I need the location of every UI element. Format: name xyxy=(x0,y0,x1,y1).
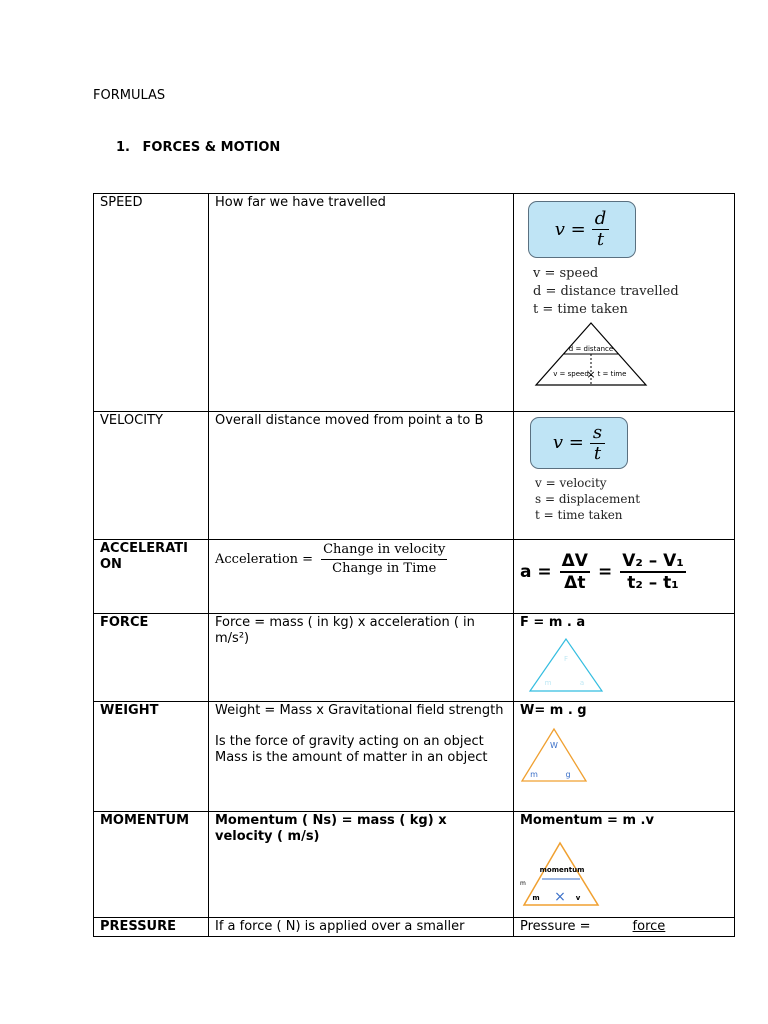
formula-cell-momentum xyxy=(514,812,735,918)
velocity-formula-numerator: s xyxy=(590,423,605,444)
velocity-formula-box xyxy=(530,417,628,469)
table-row-velocity xyxy=(94,412,735,540)
term-cell-force: FORCE xyxy=(94,614,209,702)
acceleration-symbol-lhs: a = xyxy=(520,562,552,582)
description-cell-velocity: Overall distance moved from point a to B xyxy=(209,412,514,540)
section-number: 1. xyxy=(116,140,130,155)
speed-legend-line: t = time taken xyxy=(533,302,628,317)
section-title: FORCES & MOTION xyxy=(142,140,281,155)
weight-description-1: Weight = Mass x Gravitational field strength xyxy=(215,703,504,718)
speed-legend-line: v = speed xyxy=(533,266,599,281)
section-heading xyxy=(116,140,280,155)
speed-triangle-right-label: t = time xyxy=(597,370,627,378)
acceleration-word-denominator: Change in Time xyxy=(332,561,437,576)
acceleration-word-fraction xyxy=(321,541,447,578)
acceleration-symbol-fraction-2 xyxy=(620,551,686,593)
acceleration-word-formula xyxy=(215,541,507,578)
term-cell-momentum: MOMENTUM xyxy=(94,812,209,918)
acceleration-symbol-fraction xyxy=(560,551,590,593)
velocity-legend xyxy=(535,475,728,523)
term-cell-speed: SPEED xyxy=(94,194,209,412)
description-cell-weight xyxy=(209,702,514,812)
speed-formula-denominator: t xyxy=(596,229,605,250)
formulas-table xyxy=(93,193,735,937)
acceleration-symbol-numerator-2: V₂ – V₁ xyxy=(622,551,684,571)
table-row-pressure xyxy=(94,918,735,937)
weight-triangle-top-label: W xyxy=(550,741,558,750)
momentum-triangle-side-mark: m xyxy=(520,880,526,887)
acceleration-symbol-formula xyxy=(520,551,728,593)
weight-description-2: Is the force of gravity acting on an object xyxy=(215,734,484,749)
speed-legend-line: d = distance travelled xyxy=(533,284,679,299)
speed-formula-box xyxy=(528,201,636,258)
weight-triangle-diagram xyxy=(520,725,592,787)
description-cell-momentum: Momentum ( Ns) = mass ( kg) x velocity ( m/s) xyxy=(209,812,514,918)
term-cell-weight: WEIGHT xyxy=(94,702,209,812)
acceleration-word-lhs: Acceleration = xyxy=(215,551,314,567)
formula-cell-force xyxy=(514,614,735,702)
formula-cell-pressure xyxy=(514,918,735,937)
acceleration-symbol-denominator: Δt xyxy=(564,573,586,593)
velocity-legend-line: v = velocity xyxy=(535,476,607,490)
pressure-formula-numerator: force xyxy=(632,919,666,934)
formula-cell-acceleration xyxy=(514,540,735,614)
speed-legend xyxy=(533,265,728,319)
weight-formula: W= m . g xyxy=(520,703,587,718)
velocity-legend-line: t = time taken xyxy=(535,508,623,522)
force-formula: F = m . a xyxy=(520,615,586,630)
acceleration-symbol-denominator-2: t₂ – t₁ xyxy=(627,573,679,593)
velocity-formula-denominator: t xyxy=(593,442,602,464)
force-triangle-right-label: a xyxy=(579,679,585,687)
force-triangle-diagram xyxy=(526,635,606,695)
speed-formula-fraction xyxy=(592,209,610,250)
momentum-triangle-top-label: momentum xyxy=(539,866,585,874)
formula-cell-weight xyxy=(514,702,735,812)
velocity-legend-line: s = displacement xyxy=(535,492,641,506)
term-cell-velocity: VELOCITY xyxy=(94,412,209,540)
weight-triangle-right-label: g xyxy=(565,770,571,779)
description-cell-acceleration xyxy=(209,540,514,614)
speed-triangle-diagram xyxy=(534,321,654,387)
velocity-formula-fraction xyxy=(590,423,605,464)
formula-cell-speed xyxy=(514,194,735,412)
table-row-momentum xyxy=(94,812,735,918)
momentum-formula: Momentum = m .v xyxy=(520,813,654,828)
speed-triangle-top-label: d = distance xyxy=(568,345,614,353)
times-icon: × xyxy=(586,368,596,381)
momentum-triangle-right-label: v xyxy=(575,894,581,902)
weight-triangle-left-label: m xyxy=(530,770,538,779)
term-cell-pressure: PRESSURE xyxy=(94,918,209,937)
acceleration-symbol-numerator: ΔV xyxy=(561,551,588,571)
description-cell-pressure: If a force ( N) is applied over a smaller xyxy=(209,918,514,937)
times-icon: × xyxy=(554,889,566,905)
force-triangle-left-label: m xyxy=(544,679,552,687)
speed-formula-numerator: d xyxy=(592,209,610,230)
speed-triangle-left-label: v = speed xyxy=(553,370,589,378)
table-row-force xyxy=(94,614,735,702)
pressure-formula-lhs: Pressure = xyxy=(520,919,591,934)
momentum-triangle-diagram xyxy=(518,839,604,909)
table-row-speed xyxy=(94,194,735,412)
document-title: FORMULAS xyxy=(93,88,166,103)
description-cell-speed: How far we have travelled xyxy=(209,194,514,412)
formula-cell-velocity xyxy=(514,412,735,540)
momentum-triangle-left-label: m xyxy=(532,894,540,902)
force-triangle-outline xyxy=(530,639,602,691)
weight-description-3: Mass is the amount of matter in an object xyxy=(215,750,488,765)
speed-formula-lhs: v = xyxy=(554,218,586,240)
table-row-weight xyxy=(94,702,735,812)
table-row-acceleration xyxy=(94,540,735,614)
force-triangle-top-label: F xyxy=(563,655,569,663)
velocity-formula-lhs: v = xyxy=(552,432,584,453)
acceleration-word-numerator: Change in velocity xyxy=(321,541,447,560)
acceleration-symbol-equals: = xyxy=(597,562,613,582)
description-cell-force: Force = mass ( in kg) x acceleration ( in m/s²) xyxy=(209,614,514,702)
term-cell-acceleration: ACCELERATI ON xyxy=(94,540,209,614)
